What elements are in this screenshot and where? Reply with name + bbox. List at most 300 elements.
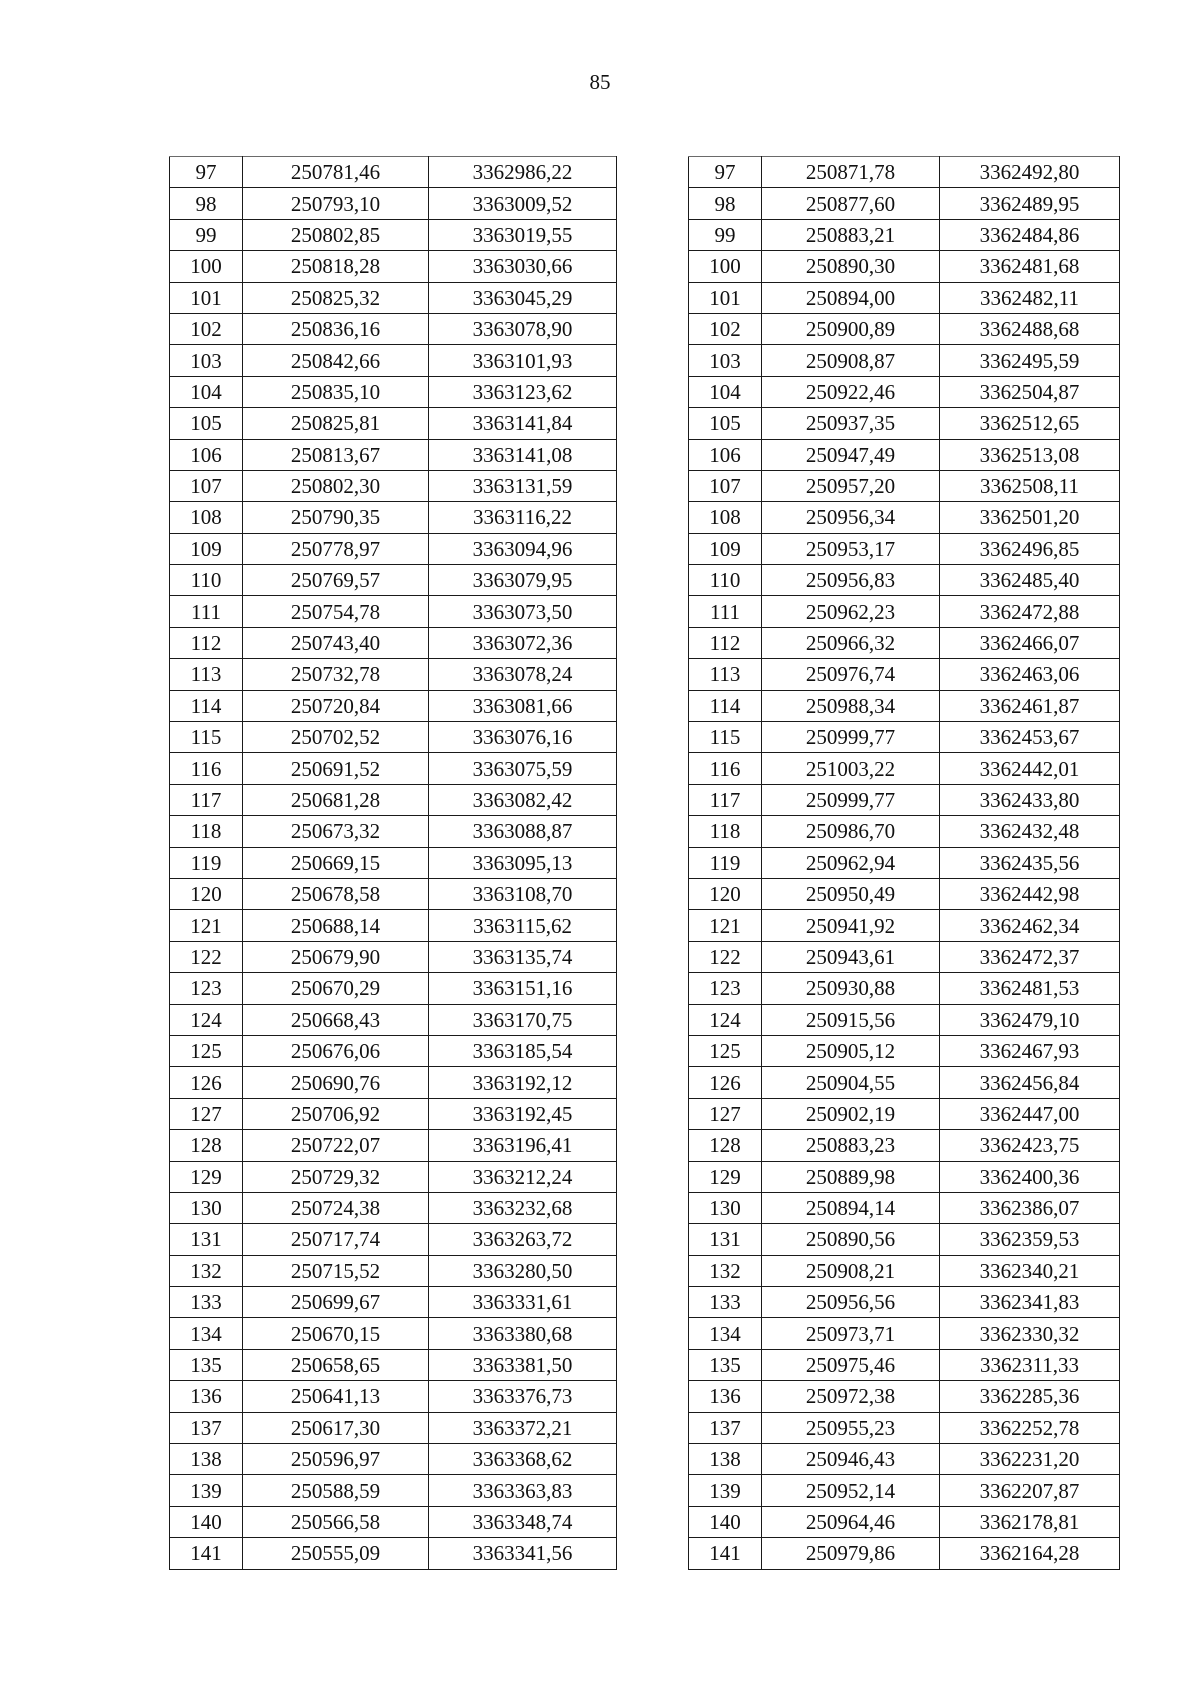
table-row — [170, 847, 617, 878]
y-coordinate-cell: 3362472,88 — [940, 596, 1120, 627]
x-coordinate-cell: 250699,67 — [243, 1287, 429, 1318]
y-coordinate-cell: 3362492,80 — [940, 157, 1120, 188]
y-coordinate-cell: 3362463,06 — [940, 659, 1120, 690]
point-number-cell: 137 — [170, 1412, 243, 1443]
x-coordinate-cell: 250676,06 — [243, 1035, 429, 1066]
point-number-cell: 110 — [689, 565, 762, 596]
x-coordinate-cell: 250825,32 — [243, 282, 429, 313]
table-row — [170, 313, 617, 344]
y-coordinate-cell: 3363170,75 — [429, 1004, 617, 1035]
y-coordinate-cell: 3362400,36 — [940, 1161, 1120, 1192]
x-coordinate-cell: 250964,46 — [762, 1506, 940, 1537]
y-coordinate-cell: 3363078,24 — [429, 659, 617, 690]
point-number-cell: 134 — [689, 1318, 762, 1349]
point-number-cell: 102 — [689, 313, 762, 344]
y-coordinate-cell: 3363009,52 — [429, 188, 617, 219]
y-coordinate-cell: 3362433,80 — [940, 784, 1120, 815]
table-row — [689, 627, 1120, 658]
y-coordinate-cell: 3362986,22 — [429, 157, 617, 188]
y-coordinate-cell: 3362285,36 — [940, 1381, 1120, 1412]
y-coordinate-cell: 3362164,28 — [940, 1538, 1120, 1569]
table-row — [689, 282, 1120, 313]
point-number-cell: 125 — [689, 1035, 762, 1066]
table-row — [689, 878, 1120, 909]
point-number-cell: 118 — [170, 816, 243, 847]
point-number-cell: 138 — [170, 1444, 243, 1475]
x-coordinate-cell: 250802,85 — [243, 219, 429, 250]
point-number-cell: 114 — [689, 690, 762, 721]
point-number-cell: 116 — [170, 753, 243, 784]
x-coordinate-cell: 250871,78 — [762, 157, 940, 188]
x-coordinate-cell: 250681,28 — [243, 784, 429, 815]
x-coordinate-cell: 250988,34 — [762, 690, 940, 721]
table-row — [689, 502, 1120, 533]
x-coordinate-cell: 250962,23 — [762, 596, 940, 627]
point-number-cell: 105 — [170, 408, 243, 439]
y-coordinate-cell: 3362435,56 — [940, 847, 1120, 878]
point-number-cell: 135 — [689, 1349, 762, 1380]
x-coordinate-cell: 250999,77 — [762, 784, 940, 815]
y-coordinate-cell: 3363372,21 — [429, 1412, 617, 1443]
y-coordinate-cell: 3362481,68 — [940, 251, 1120, 282]
y-coordinate-cell: 3362467,93 — [940, 1035, 1120, 1066]
x-coordinate-cell: 250793,10 — [243, 188, 429, 219]
x-coordinate-cell: 250732,78 — [243, 659, 429, 690]
table-row — [689, 1381, 1120, 1412]
y-coordinate-cell: 3362472,37 — [940, 941, 1120, 972]
point-number-cell: 101 — [170, 282, 243, 313]
y-coordinate-cell: 3363196,41 — [429, 1130, 617, 1161]
y-coordinate-cell: 3362462,34 — [940, 910, 1120, 941]
point-number-cell: 102 — [170, 313, 243, 344]
y-coordinate-cell: 3362311,33 — [940, 1349, 1120, 1380]
table-row — [689, 659, 1120, 690]
point-number-cell: 104 — [170, 376, 243, 407]
point-number-cell: 128 — [689, 1130, 762, 1161]
point-number-cell: 122 — [170, 941, 243, 972]
table-row — [170, 659, 617, 690]
x-coordinate-cell: 250670,29 — [243, 973, 429, 1004]
y-coordinate-cell: 3362466,07 — [940, 627, 1120, 658]
x-coordinate-cell: 250658,65 — [243, 1349, 429, 1380]
table-row — [689, 910, 1120, 941]
y-coordinate-cell: 3363341,56 — [429, 1538, 617, 1569]
x-coordinate-cell: 250790,35 — [243, 502, 429, 533]
y-coordinate-cell: 3362481,53 — [940, 973, 1120, 1004]
y-coordinate-cell: 3362453,67 — [940, 722, 1120, 753]
x-coordinate-cell: 250690,76 — [243, 1067, 429, 1098]
table-row — [170, 1381, 617, 1412]
y-coordinate-cell: 3363079,95 — [429, 565, 617, 596]
x-coordinate-cell: 250941,92 — [762, 910, 940, 941]
point-number-cell: 113 — [170, 659, 243, 690]
point-number-cell: 115 — [170, 722, 243, 753]
point-number-cell: 140 — [689, 1506, 762, 1537]
x-coordinate-cell: 250720,84 — [243, 690, 429, 721]
x-coordinate-cell: 250842,66 — [243, 345, 429, 376]
point-number-cell: 97 — [170, 157, 243, 188]
point-number-cell: 99 — [689, 219, 762, 250]
point-number-cell: 123 — [689, 973, 762, 1004]
x-coordinate-cell: 250818,28 — [243, 251, 429, 282]
y-coordinate-cell: 3363348,74 — [429, 1506, 617, 1537]
table-row — [170, 722, 617, 753]
y-coordinate-cell: 3362508,11 — [940, 470, 1120, 501]
point-number-cell: 111 — [689, 596, 762, 627]
x-coordinate-cell: 250943,61 — [762, 941, 940, 972]
table-row — [170, 1098, 617, 1129]
y-coordinate-cell: 3363135,74 — [429, 941, 617, 972]
y-coordinate-cell: 3363094,96 — [429, 533, 617, 564]
y-coordinate-cell: 3362340,21 — [940, 1255, 1120, 1286]
point-number-cell: 122 — [689, 941, 762, 972]
table-row — [170, 1412, 617, 1443]
point-number-cell: 129 — [689, 1161, 762, 1192]
point-number-cell: 129 — [170, 1161, 243, 1192]
table-row — [689, 1475, 1120, 1506]
point-number-cell: 98 — [689, 188, 762, 219]
x-coordinate-cell: 250566,58 — [243, 1506, 429, 1537]
table-row — [689, 941, 1120, 972]
x-coordinate-cell: 250781,46 — [243, 157, 429, 188]
point-number-cell: 112 — [689, 627, 762, 658]
table-row — [689, 784, 1120, 815]
point-number-cell: 124 — [170, 1004, 243, 1035]
point-number-cell: 106 — [170, 439, 243, 470]
y-coordinate-cell: 3363073,50 — [429, 596, 617, 627]
point-number-cell: 121 — [689, 910, 762, 941]
y-coordinate-cell: 3362496,85 — [940, 533, 1120, 564]
point-number-cell: 116 — [689, 753, 762, 784]
x-coordinate-cell: 250813,67 — [243, 439, 429, 470]
y-coordinate-cell: 3362456,84 — [940, 1067, 1120, 1098]
table-row — [689, 1318, 1120, 1349]
x-coordinate-cell: 250670,15 — [243, 1318, 429, 1349]
y-coordinate-cell: 3362489,95 — [940, 188, 1120, 219]
point-number-cell: 109 — [689, 533, 762, 564]
table-row — [170, 1349, 617, 1380]
x-coordinate-cell: 250724,38 — [243, 1192, 429, 1223]
table-row — [170, 219, 617, 250]
y-coordinate-cell: 3363263,72 — [429, 1224, 617, 1255]
point-number-cell: 119 — [170, 847, 243, 878]
point-number-cell: 106 — [689, 439, 762, 470]
point-number-cell: 127 — [170, 1098, 243, 1129]
x-coordinate-cell: 250715,52 — [243, 1255, 429, 1286]
y-coordinate-cell: 3363380,68 — [429, 1318, 617, 1349]
x-coordinate-cell: 250877,60 — [762, 188, 940, 219]
table-row — [170, 627, 617, 658]
point-number-cell: 109 — [170, 533, 243, 564]
y-coordinate-cell: 3363185,54 — [429, 1035, 617, 1066]
x-coordinate-cell: 250975,46 — [762, 1349, 940, 1380]
y-coordinate-cell: 3363072,36 — [429, 627, 617, 658]
x-coordinate-cell: 250890,56 — [762, 1224, 940, 1255]
point-number-cell: 115 — [689, 722, 762, 753]
y-coordinate-cell: 3363363,83 — [429, 1475, 617, 1506]
y-coordinate-cell: 3362359,53 — [940, 1224, 1120, 1255]
x-coordinate-cell: 250952,14 — [762, 1475, 940, 1506]
table-row — [170, 816, 617, 847]
y-coordinate-cell: 3363131,59 — [429, 470, 617, 501]
point-number-cell: 112 — [170, 627, 243, 658]
table-row — [689, 1255, 1120, 1286]
x-coordinate-cell: 250902,19 — [762, 1098, 940, 1129]
table-row — [170, 1506, 617, 1537]
x-coordinate-cell: 250947,49 — [762, 439, 940, 470]
x-coordinate-cell: 250953,17 — [762, 533, 940, 564]
point-number-cell: 141 — [170, 1538, 243, 1569]
table-row — [170, 878, 617, 909]
y-coordinate-cell: 3362447,00 — [940, 1098, 1120, 1129]
y-coordinate-cell: 3363212,24 — [429, 1161, 617, 1192]
table-row — [170, 1130, 617, 1161]
y-coordinate-cell: 3362482,11 — [940, 282, 1120, 313]
point-number-cell: 139 — [689, 1475, 762, 1506]
x-coordinate-cell: 250966,32 — [762, 627, 940, 658]
x-coordinate-cell: 250836,16 — [243, 313, 429, 344]
x-coordinate-cell: 250922,46 — [762, 376, 940, 407]
x-coordinate-cell: 250900,89 — [762, 313, 940, 344]
y-coordinate-cell: 3363019,55 — [429, 219, 617, 250]
point-number-cell: 108 — [170, 502, 243, 533]
x-coordinate-cell: 250706,92 — [243, 1098, 429, 1129]
point-number-cell: 126 — [170, 1067, 243, 1098]
point-number-cell: 113 — [689, 659, 762, 690]
table-row — [689, 1192, 1120, 1223]
point-number-cell: 110 — [170, 565, 243, 596]
table-row — [689, 1287, 1120, 1318]
y-coordinate-cell: 3362341,83 — [940, 1287, 1120, 1318]
point-number-cell: 120 — [689, 878, 762, 909]
table-row — [170, 565, 617, 596]
table-row — [170, 1067, 617, 1098]
y-coordinate-cell: 3363232,68 — [429, 1192, 617, 1223]
table-row — [170, 1192, 617, 1223]
point-number-cell: 134 — [170, 1318, 243, 1349]
table-row — [689, 565, 1120, 596]
table-row — [689, 690, 1120, 721]
y-coordinate-cell: 3363192,12 — [429, 1067, 617, 1098]
table-row — [170, 1224, 617, 1255]
x-coordinate-cell: 250956,56 — [762, 1287, 940, 1318]
table-row — [170, 345, 617, 376]
y-coordinate-cell: 3363280,50 — [429, 1255, 617, 1286]
point-number-cell: 130 — [170, 1192, 243, 1223]
x-coordinate-cell: 250555,09 — [243, 1538, 429, 1569]
y-coordinate-cell: 3362484,86 — [940, 219, 1120, 250]
x-coordinate-cell: 250825,81 — [243, 408, 429, 439]
y-coordinate-cell: 3362423,75 — [940, 1130, 1120, 1161]
x-coordinate-cell: 250802,30 — [243, 470, 429, 501]
y-coordinate-cell: 3363078,90 — [429, 313, 617, 344]
point-number-cell: 126 — [689, 1067, 762, 1098]
x-coordinate-cell: 250962,94 — [762, 847, 940, 878]
y-coordinate-cell: 3362512,65 — [940, 408, 1120, 439]
point-number-cell: 114 — [170, 690, 243, 721]
table-row — [689, 816, 1120, 847]
y-coordinate-cell: 3363081,66 — [429, 690, 617, 721]
table-row — [689, 1098, 1120, 1129]
table-row — [689, 533, 1120, 564]
x-coordinate-cell: 250890,30 — [762, 251, 940, 282]
table-row — [689, 157, 1120, 188]
point-number-cell: 121 — [170, 910, 243, 941]
point-number-cell: 101 — [689, 282, 762, 313]
y-coordinate-cell: 3363331,61 — [429, 1287, 617, 1318]
table-row — [170, 188, 617, 219]
table-row — [170, 941, 617, 972]
y-coordinate-cell: 3363123,62 — [429, 376, 617, 407]
x-coordinate-cell: 250905,12 — [762, 1035, 940, 1066]
y-coordinate-cell: 3362495,59 — [940, 345, 1120, 376]
point-number-cell: 132 — [689, 1255, 762, 1286]
y-coordinate-cell: 3363095,13 — [429, 847, 617, 878]
point-number-cell: 123 — [170, 973, 243, 1004]
table-row — [170, 1035, 617, 1066]
x-coordinate-cell: 250717,74 — [243, 1224, 429, 1255]
x-coordinate-cell: 250883,21 — [762, 219, 940, 250]
table-row — [170, 1444, 617, 1475]
y-coordinate-cell: 3362501,20 — [940, 502, 1120, 533]
table-row — [689, 219, 1120, 250]
coordinates-table-right — [688, 156, 1120, 1570]
y-coordinate-cell: 3363088,87 — [429, 816, 617, 847]
point-number-cell: 141 — [689, 1538, 762, 1569]
point-number-cell: 99 — [170, 219, 243, 250]
x-coordinate-cell: 250986,70 — [762, 816, 940, 847]
table-row — [170, 157, 617, 188]
table-row — [170, 690, 617, 721]
y-coordinate-cell: 3362231,20 — [940, 1444, 1120, 1475]
table-row — [170, 502, 617, 533]
x-coordinate-cell: 250743,40 — [243, 627, 429, 658]
point-number-cell: 131 — [170, 1224, 243, 1255]
point-number-cell: 133 — [689, 1287, 762, 1318]
table-row — [170, 1538, 617, 1569]
x-coordinate-cell: 250946,43 — [762, 1444, 940, 1475]
y-coordinate-cell: 3362485,40 — [940, 565, 1120, 596]
table-row — [170, 596, 617, 627]
y-coordinate-cell: 3362488,68 — [940, 313, 1120, 344]
y-coordinate-cell: 3363030,66 — [429, 251, 617, 282]
point-number-cell: 137 — [689, 1412, 762, 1443]
x-coordinate-cell: 250950,49 — [762, 878, 940, 909]
y-coordinate-cell: 3363101,93 — [429, 345, 617, 376]
y-coordinate-cell: 3363368,62 — [429, 1444, 617, 1475]
y-coordinate-cell: 3363141,84 — [429, 408, 617, 439]
y-coordinate-cell: 3363115,62 — [429, 910, 617, 941]
x-coordinate-cell: 251003,22 — [762, 753, 940, 784]
point-number-cell: 107 — [170, 470, 243, 501]
point-number-cell: 125 — [170, 1035, 243, 1066]
y-coordinate-cell: 3363108,70 — [429, 878, 617, 909]
x-coordinate-cell: 250999,77 — [762, 722, 940, 753]
point-number-cell: 136 — [170, 1381, 243, 1412]
x-coordinate-cell: 250889,98 — [762, 1161, 940, 1192]
table-row — [689, 251, 1120, 282]
x-coordinate-cell: 250930,88 — [762, 973, 940, 1004]
table-row — [170, 910, 617, 941]
y-coordinate-cell: 3362207,87 — [940, 1475, 1120, 1506]
x-coordinate-cell: 250641,13 — [243, 1381, 429, 1412]
point-number-cell: 111 — [170, 596, 243, 627]
x-coordinate-cell: 250976,74 — [762, 659, 940, 690]
coordinates-table-left — [169, 156, 617, 1570]
table-row — [689, 1067, 1120, 1098]
point-number-cell: 124 — [689, 1004, 762, 1035]
x-coordinate-cell: 250956,34 — [762, 502, 940, 533]
table-row — [689, 1412, 1120, 1443]
x-coordinate-cell: 250835,10 — [243, 376, 429, 407]
point-number-cell: 117 — [689, 784, 762, 815]
point-number-cell: 136 — [689, 1381, 762, 1412]
y-coordinate-cell: 3362504,87 — [940, 376, 1120, 407]
point-number-cell: 100 — [170, 251, 243, 282]
x-coordinate-cell: 250729,32 — [243, 1161, 429, 1192]
x-coordinate-cell: 250908,87 — [762, 345, 940, 376]
y-coordinate-cell: 3362178,81 — [940, 1506, 1120, 1537]
point-number-cell: 98 — [170, 188, 243, 219]
x-coordinate-cell: 250688,14 — [243, 910, 429, 941]
point-number-cell: 119 — [689, 847, 762, 878]
table-row — [689, 973, 1120, 1004]
table-row — [170, 784, 617, 815]
table-row — [689, 1538, 1120, 1569]
table-row — [689, 1349, 1120, 1380]
table-row — [170, 1161, 617, 1192]
x-coordinate-cell: 250778,97 — [243, 533, 429, 564]
table-row — [689, 408, 1120, 439]
y-coordinate-cell: 3362252,78 — [940, 1412, 1120, 1443]
x-coordinate-cell: 250669,15 — [243, 847, 429, 878]
point-number-cell: 130 — [689, 1192, 762, 1223]
x-coordinate-cell: 250979,86 — [762, 1538, 940, 1569]
table-row — [170, 282, 617, 313]
y-coordinate-cell: 3363075,59 — [429, 753, 617, 784]
x-coordinate-cell: 250678,58 — [243, 878, 429, 909]
x-coordinate-cell: 250754,78 — [243, 596, 429, 627]
table-row — [689, 847, 1120, 878]
table-row — [170, 533, 617, 564]
x-coordinate-cell: 250691,52 — [243, 753, 429, 784]
x-coordinate-cell: 250769,57 — [243, 565, 429, 596]
point-number-cell: 132 — [170, 1255, 243, 1286]
table-row — [689, 188, 1120, 219]
y-coordinate-cell: 3362479,10 — [940, 1004, 1120, 1035]
table-row — [689, 1004, 1120, 1035]
x-coordinate-cell: 250915,56 — [762, 1004, 940, 1035]
table-row — [170, 1255, 617, 1286]
table-row — [689, 1506, 1120, 1537]
x-coordinate-cell: 250894,00 — [762, 282, 940, 313]
x-coordinate-cell: 250904,55 — [762, 1067, 940, 1098]
x-coordinate-cell: 250908,21 — [762, 1255, 940, 1286]
x-coordinate-cell: 250937,35 — [762, 408, 940, 439]
x-coordinate-cell: 250973,71 — [762, 1318, 940, 1349]
point-number-cell: 97 — [689, 157, 762, 188]
table-row — [689, 1224, 1120, 1255]
point-number-cell: 105 — [689, 408, 762, 439]
table-row — [689, 345, 1120, 376]
point-number-cell: 103 — [170, 345, 243, 376]
table-row — [170, 1318, 617, 1349]
point-number-cell: 107 — [689, 470, 762, 501]
y-coordinate-cell: 3362442,98 — [940, 878, 1120, 909]
table-row — [170, 1287, 617, 1318]
x-coordinate-cell: 250617,30 — [243, 1412, 429, 1443]
table-row — [689, 1444, 1120, 1475]
